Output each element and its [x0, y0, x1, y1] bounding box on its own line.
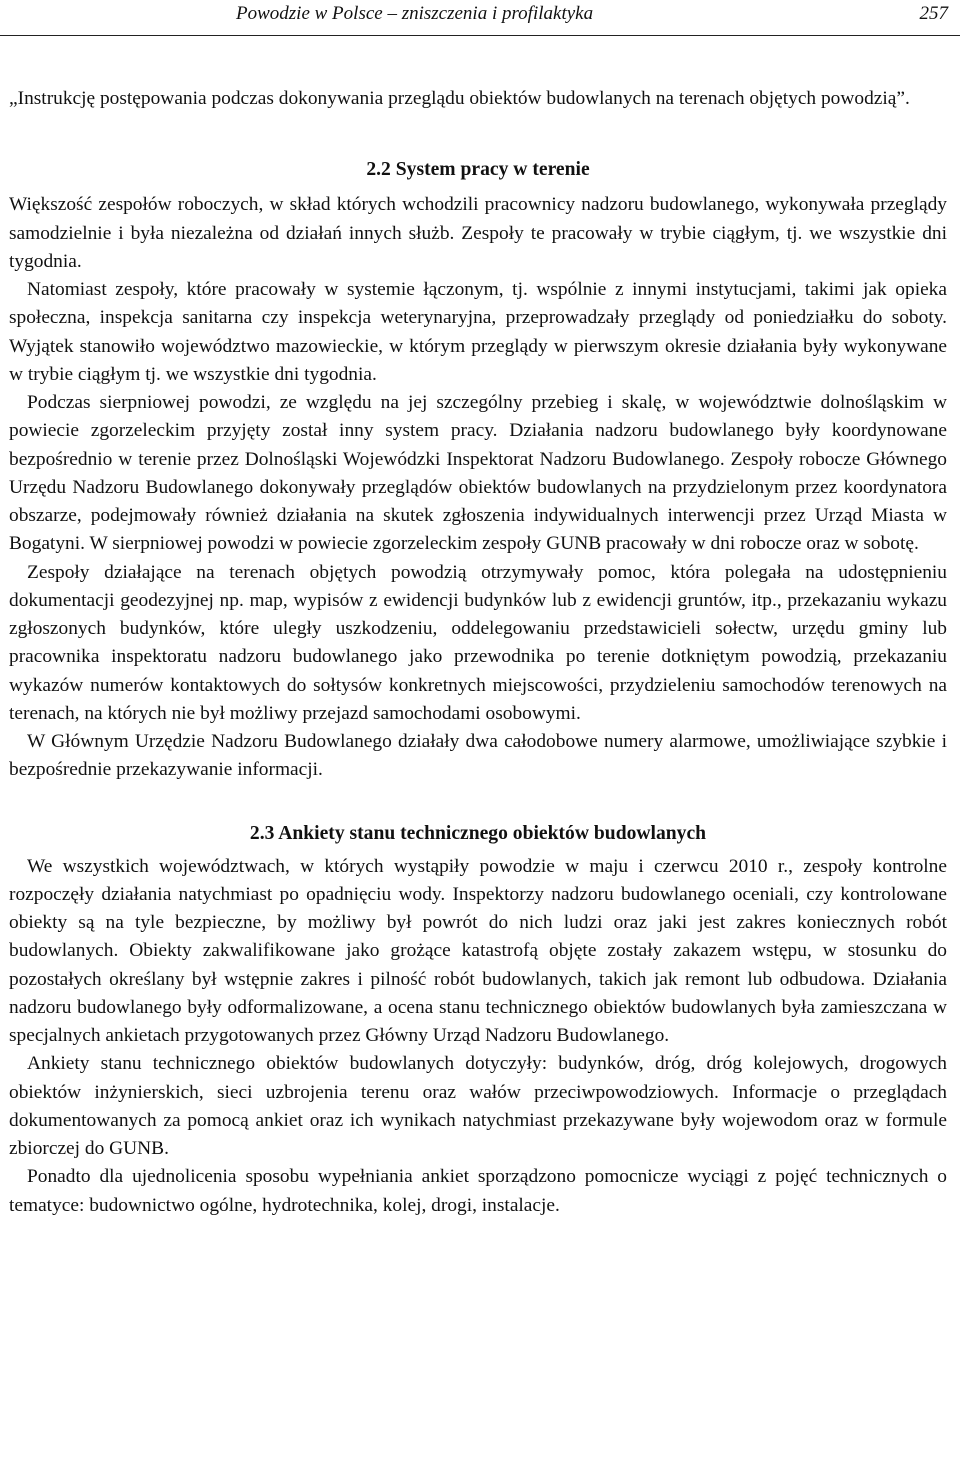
paragraph: Ponadto dla ujednolicenia sposobu wypełniania ankiet sporządzono pomocnicze wyciągi z pojęć technicznych o tematyce: budownictwo ogólne, hydrotechnika, kolej, drogi, instalacje. — [9, 1166, 947, 1216]
paragraph: Zespoły działające na terenach objętych powodzią otrzymywały pomoc, która polegała na udostępnieniu dokumentacji geodezyjnej np. map, wypisów z ewidencji budynków lub z ewidencji gruntów, itp., przekazaniu wykazu zgłoszonych budynków, które uległy uszkodzeniu, oddelegowaniu przedstawicieli sołectw, urzędu gminy lub pracownika inspektoratu nadzoru budowlanego jako przewodnika po terenie dotkniętym powodzią, przekazaniu wykazów numerów kontaktowych do sołtysów konkretnych miejscowości, przydzieleniu samochodów terenowych na terenach, na których nie był możliwy przejazd samochodami osobowymi. — [9, 561, 947, 724]
paragraph: W Głównym Urzędzie Nadzoru Budowlanego działały dwa całodobowe numery alarmowe, umożliwiające szybkie i bezpośrednie przekazywanie informacji. — [9, 731, 947, 781]
page-number: 257 — [919, 3, 948, 24]
paragraph: Ankiety stanu technicznego obiektów budowlanych dotyczyły: budynków, dróg, dróg kolejowych, drogowych obiektów inżynierskich, sieci uzbrojenia terenu oraz wałów przeciwpowodziowych. Informacje o przeglądach dokumentowanych za pomocą ankiet oraz ich wynikach natychmiast przekazywane były wojewodom oraz w formule zbiorczej do GUNB. — [9, 1053, 947, 1159]
intro-fragment: „Instrukcję postępowania podczas dokonywania przeglądu obiektów budowlanych na terenach objętych powodzią”. — [9, 88, 910, 109]
running-header — [0, 0, 960, 40]
section-heading-2-2: 2.2 System pracy w terenie — [366, 159, 590, 181]
paragraph: We wszystkich województwach, w których wystąpiły powodzie w maju i czerwcu 2010 r., zespoły kontrolne rozpoczęły działania natychmiast po opadnięciu wody. Inspektorzy nadzoru budowlanego oceniali, czy kontrolowane obiekty są na tyle bezpieczne, by możliwy był powrót do nich ludzi oraz jaki jest zakres koniecznych robót budowlanych. Obiekty zakwalifikowane jako grożące katastrofą objęte zostały zakazem wstępu, w stosunku do pozostałych określany był wstępnie zakres i pilność robót budowlanych, takich jak remont lub odbudowa. Działania nadzoru budowlanego były odformalizowane, a ocena stanu technicznego obiektów budowlanych była zamieszczana w specjalnych ankietach przygotowanych przez Główny Urząd Nadzoru Budowlanego. — [9, 855, 947, 1046]
section-heading-2-3: 2.3 Ankiety stanu technicznego obiektów budowlanych — [249, 822, 707, 844]
header-rule — [0, 35, 960, 36]
paragraph: Większość zespołów roboczych, w skład których wchodzili pracownicy nadzoru budowlanego, wykonywała przeglądy samodzielnie i była niezależna od działań innych służb. Zespoły te pracowały w trybie ciągłym, tj. we wszystkie dni tygodnia. — [9, 194, 947, 272]
running-header-title: Powodzie w Polsce – zniszczenia i profilaktyka — [236, 3, 594, 24]
paragraph: Podczas sierpniowej powodzi, ze względu na jej szczególny przebieg i skalę, w województwie dolnośląskim w powiecie zgorzeleckim przyjęty został inny system pracy. Działania nadzoru budowlanego były koordynowane bezpośrednio w terenie przez Dolnośląski Wojewódzki Inspektorat Nadzoru Budowlanego. Zespoły robocze Głównego Urzędu Nadzoru Budowlanego dokonywały przeglądów obiektów budowlanych na przydzielonym przez koordynatora obszarze, podejmowały również działania na skutek zgłoszenia indywidualnych interwencji przez Urząd Miasta w Bogatyni. W sierpniowej powodzi w powiecie zgorzeleckim zespoły GUNB pracowały w dni robocze oraz w sobotę. — [9, 392, 947, 555]
page-body — [9, 85, 947, 1220]
paragraph: Natomiast zespoły, które pracowały w systemie łączonym, tj. wspólnie z innymi instytucjami, takimi jak opieka społeczna, inspekcja sanitarna czy inspekcja weterynaryjna, przeprowadzały przeglądy od poniedziałku do soboty. Wyjątek stanowiło województwo mazowieckie, w którym przeglądy w pierwszym okresie działania były wykonywane w trybie ciągłym tj. we wszystkie dni tygodnia. — [9, 279, 947, 385]
